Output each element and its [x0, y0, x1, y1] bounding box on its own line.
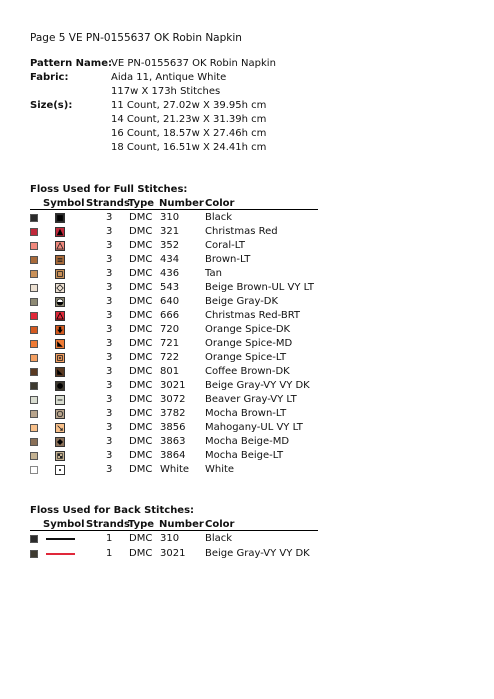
table-row [0, 449, 494, 463]
color-swatch [30, 410, 38, 418]
color-swatch [30, 535, 38, 543]
header-type: Type [128, 198, 155, 209]
corner-triangle-icon [55, 367, 65, 377]
info-value: VE PN-0155637 OK Robin Napkin [111, 58, 276, 69]
cell-strands: 3 [106, 394, 113, 405]
cell-number: 321 [160, 226, 180, 237]
square-outline-icon [55, 269, 65, 279]
cell-type: DMC [129, 212, 153, 223]
color-swatch [30, 214, 38, 222]
table-row [0, 351, 494, 365]
half-circle-icon [55, 297, 65, 307]
cell-type: DMC [129, 254, 153, 265]
checker-icon [55, 451, 65, 461]
cell-type: DMC [129, 310, 153, 321]
cell-color: Beige Gray-DK [205, 296, 279, 307]
cell-color: Coffee Brown-DK [205, 366, 290, 377]
table-row [0, 295, 494, 309]
full-stitches-rule [30, 209, 318, 210]
cell-number: 720 [160, 324, 180, 335]
cell-color: White [205, 464, 235, 475]
cell-color: Brown-LT [205, 254, 251, 265]
color-swatch [30, 438, 38, 446]
info-value: Aida 11, Antique White [111, 72, 227, 83]
cell-color: Christmas Red-BRT [205, 310, 301, 321]
cell-type: DMC [129, 394, 153, 405]
cell-number: 3782 [160, 408, 186, 419]
cell-strands: 1 [106, 533, 113, 544]
cell-strands: 3 [106, 282, 113, 293]
cell-type: DMC [129, 282, 153, 293]
cell-color: Beige Gray-VY VY DK [205, 547, 310, 559]
cell-number: 3021 [160, 380, 186, 391]
color-swatch [30, 298, 38, 306]
cell-color: Black [205, 533, 233, 544]
table-row [0, 225, 494, 239]
cell-number: 722 [160, 352, 180, 363]
info-label: Pattern Name: [30, 58, 113, 69]
info-value: 117w X 173h Stitches [111, 86, 221, 97]
cell-color: Mocha Beige-MD [205, 436, 290, 447]
cell-type: DMC [129, 268, 153, 279]
color-swatch [30, 326, 38, 334]
cell-type: DMC [129, 226, 153, 237]
cell-type: DMC [129, 464, 153, 475]
cell-type: DMC [129, 533, 153, 544]
cell-type: DMC [129, 352, 153, 363]
diamond-outline-icon [55, 283, 65, 293]
cell-type: DMC [129, 366, 153, 377]
table-row [0, 323, 494, 337]
table-row [0, 211, 494, 225]
cell-number: 436 [160, 268, 180, 279]
cell-color: Mocha Beige-LT [205, 450, 284, 461]
cell-color: Christmas Red [205, 226, 278, 237]
table-row [0, 267, 494, 281]
table-row [0, 435, 494, 449]
arrow-diagonal-icon [55, 423, 65, 433]
cell-number: 640 [160, 296, 180, 307]
info-label: Fabric: [30, 72, 69, 83]
cell-strands: 3 [106, 226, 113, 237]
cell-number: 3021 [160, 547, 186, 559]
cell-color: Black [205, 212, 233, 223]
color-swatch [30, 354, 38, 362]
boxed-x-icon [55, 353, 65, 363]
filled-square-icon [55, 213, 65, 223]
cell-number: 3864 [160, 450, 186, 461]
cell-strands: 3 [106, 254, 113, 265]
cell-type: DMC [129, 547, 153, 559]
cell-color: Mahogany-UL VY LT [205, 422, 303, 433]
table-row [0, 407, 494, 421]
arrow-down-icon [55, 325, 65, 335]
cell-strands: 3 [106, 324, 113, 335]
cell-type: DMC [129, 296, 153, 307]
cell-strands: 3 [106, 310, 113, 321]
table-row [0, 239, 494, 253]
cell-strands: 3 [106, 464, 113, 475]
cell-number: 3072 [160, 394, 186, 405]
cell-strands: 3 [106, 212, 113, 223]
table-row [0, 393, 494, 407]
cell-strands: 3 [106, 450, 113, 461]
cell-color: Tan [205, 268, 222, 279]
cell-color: Orange Spice-DK [205, 324, 291, 335]
table-row [0, 532, 494, 546]
color-swatch [30, 256, 38, 264]
dot-icon [55, 465, 65, 475]
back-stitches-rule [30, 530, 318, 531]
line-icon [46, 538, 75, 540]
cell-number: 666 [160, 310, 180, 321]
cell-strands: 3 [106, 296, 113, 307]
back-stitches-title: Floss Used for Back Stitches: [30, 505, 195, 516]
filled-circle-icon [55, 381, 65, 391]
info-value: 11 Count, 27.02w X 39.95h cm [111, 100, 267, 111]
color-swatch [30, 284, 38, 292]
info-value: 14 Count, 21.23w X 31.39h cm [111, 114, 267, 125]
header-symbol: Symbol [43, 519, 85, 530]
cell-type: DMC [129, 408, 153, 419]
table-row [0, 463, 494, 477]
header-type: Type [128, 519, 155, 530]
header-color: Color [205, 198, 235, 209]
cell-number: 310 [160, 212, 180, 223]
color-swatch [30, 424, 38, 432]
cell-color: Beaver Gray-VY LT [205, 394, 297, 405]
info-value: 16 Count, 18.57w X 27.46h cm [111, 128, 267, 139]
header-color: Color [205, 519, 235, 530]
color-swatch [30, 228, 38, 236]
cell-number: 310 [160, 533, 180, 544]
color-swatch [30, 312, 38, 320]
info-value: 18 Count, 16.51w X 24.41h cm [111, 142, 267, 153]
color-swatch [30, 340, 38, 348]
cell-color: Orange Spice-LT [205, 352, 287, 363]
cell-strands: 3 [106, 366, 113, 377]
cell-strands: 3 [106, 338, 113, 349]
info-label: Size(s): [30, 100, 73, 111]
cell-type: DMC [129, 380, 153, 391]
color-swatch [30, 466, 38, 474]
cell-color: Coral-LT [205, 240, 246, 251]
table-row [0, 281, 494, 295]
cell-number: 543 [160, 282, 180, 293]
cell-strands: 3 [106, 436, 113, 447]
header-strands: Strands [86, 519, 130, 530]
line-icon [46, 553, 75, 555]
cell-strands: 3 [106, 380, 113, 391]
color-swatch [30, 270, 38, 278]
cell-strands: 3 [106, 352, 113, 363]
table-row [0, 547, 494, 561]
filled-diamond-icon [55, 437, 65, 447]
cell-number: 721 [160, 338, 180, 349]
cell-number: 352 [160, 240, 180, 251]
dash-icon [55, 395, 65, 405]
header-number: Number [159, 198, 204, 209]
table-row [0, 379, 494, 393]
cell-number: 3856 [160, 422, 186, 433]
cell-type: DMC [129, 436, 153, 447]
cell-type: DMC [129, 324, 153, 335]
color-swatch [30, 368, 38, 376]
cell-color: Beige Gray-VY VY DK [205, 380, 310, 391]
cell-strands: 3 [106, 422, 113, 433]
cell-type: DMC [129, 240, 153, 251]
cell-color: Beige Brown-UL VY LT [205, 282, 314, 293]
cell-strands: 1 [106, 547, 113, 559]
color-swatch [30, 396, 38, 404]
table-row [0, 421, 494, 435]
cell-number: 801 [160, 366, 180, 377]
table-row [0, 309, 494, 323]
cell-strands: 3 [106, 240, 113, 251]
cell-strands: 3 [106, 408, 113, 419]
cell-number: 3863 [160, 436, 186, 447]
full-stitches-title: Floss Used for Full Stitches: [30, 184, 188, 195]
filled-triangle-icon [55, 227, 65, 237]
corner-triangle-icon [55, 339, 65, 349]
table-row [0, 253, 494, 267]
lines-icon [55, 255, 65, 265]
table-row [0, 337, 494, 351]
page-header: Page 5 VE PN-0155637 OK Robin Napkin [30, 32, 242, 44]
cell-type: DMC [129, 422, 153, 433]
color-swatch [30, 452, 38, 460]
cell-number: White [160, 464, 190, 475]
circle-outline-icon [55, 409, 65, 419]
color-swatch [30, 550, 38, 558]
header-number: Number [159, 519, 204, 530]
cell-type: DMC [129, 338, 153, 349]
cell-number: 434 [160, 254, 180, 265]
table-row [0, 365, 494, 379]
header-symbol: Symbol [43, 198, 85, 209]
cell-strands: 3 [106, 268, 113, 279]
triangle-outline-icon [55, 311, 65, 321]
color-swatch [30, 382, 38, 390]
cell-color: Mocha Brown-LT [205, 408, 287, 419]
cell-type: DMC [129, 450, 153, 461]
triangle-outline-icon [55, 241, 65, 251]
color-swatch [30, 242, 38, 250]
header-strands: Strands [86, 198, 130, 209]
cell-color: Orange Spice-MD [205, 338, 293, 349]
